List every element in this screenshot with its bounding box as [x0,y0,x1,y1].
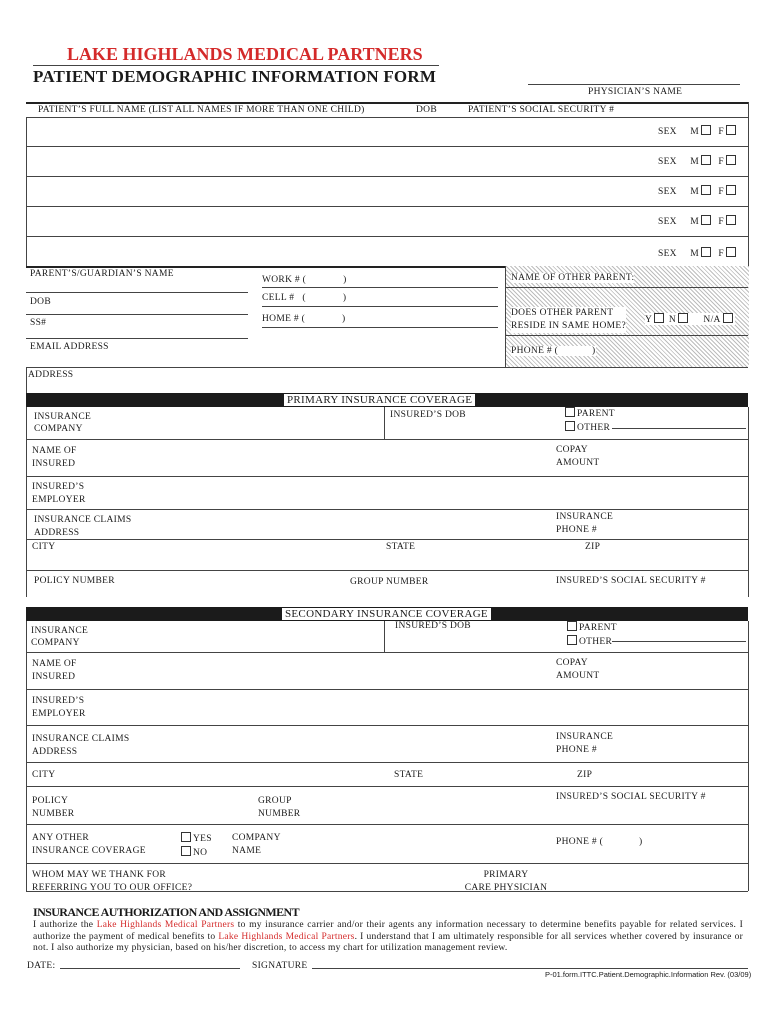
practice-name: LAKE HIGHLANDS MEDICAL PARTNERS [67,44,423,64]
company-name-label [232,832,281,858]
parent-label: PARENT [577,409,615,419]
signature-label: SIGNATURE [252,961,308,971]
label-line: INSURANCE CLAIMS [32,734,130,744]
secondary-row-rule [26,689,748,690]
cell-label: CELL # [262,293,295,303]
primary-name-label [32,445,77,471]
patient-row-rule [26,146,748,147]
practice-name-inline: Lake Highlands Medical Partners [96,920,235,930]
form-footer: P-01.form.ITTC.Patient.Demographic.Information Rev. (03/09) [545,970,752,979]
patient-row-rule [26,236,748,237]
patient-row-rule [26,206,748,207]
patients-header-rule [26,117,748,118]
secondary-relationship[interactable] [565,621,617,649]
secondary-row-rule [26,762,748,763]
na-label: N/A [703,315,721,325]
reside-options[interactable] [645,313,735,325]
secondary-zip-label: ZIP [577,770,593,780]
sex-female-checkbox[interactable] [726,185,736,195]
patient-row-5[interactable] [658,247,738,259]
sex-female-checkbox[interactable] [726,125,736,135]
patient-row-2[interactable] [658,155,738,167]
label-line: AMOUNT [556,671,600,681]
sex-label: SEX [658,217,677,227]
date-line[interactable] [60,968,240,969]
primary-copay-label [556,444,600,470]
physician-name-line[interactable] [528,84,740,85]
male-label: M [690,157,699,167]
address-label: ADDRESS [28,370,74,380]
label-line: INSURED [32,672,76,682]
female-label: F [718,187,724,197]
reside-na-checkbox[interactable] [723,313,733,323]
any-other-coverage-label [32,832,146,858]
patient-dob-header: DOB [416,105,437,115]
secondary-claims-label [32,733,129,759]
patient-row-rule [26,176,748,177]
primary-right-rule [748,407,749,597]
secondary-row-rule [26,786,748,787]
sex-male-checkbox[interactable] [701,155,711,165]
phone-label: PHONE # ( [556,837,604,847]
primary-employer-label [32,481,86,507]
label-line: ADDRESS [32,747,78,757]
coverage-yes-checkbox[interactable] [181,832,191,842]
label-line: COPAY [556,445,588,455]
home-label: HOME # ( [262,314,306,324]
primary-zip-label: ZIP [585,542,601,552]
female-label: F [718,249,724,259]
patient-row-3[interactable] [658,185,738,197]
sex-female-checkbox[interactable] [726,155,736,165]
secondary-right-rule [748,621,749,891]
primary-policy-label: POLICY NUMBER [34,576,115,586]
label-line: COMPANY [31,638,80,648]
form-title: PATIENT DEMOGRAPHIC INFORMATION FORM [33,67,437,86]
sex-label: SEX [658,127,677,137]
guardian-ss-line[interactable] [26,338,248,339]
primary-insured-dob-label: INSURED’S DOB [390,410,466,420]
reside-line-1: DOES OTHER PARENT [511,308,614,318]
secondary-left-rule [26,621,27,891]
label-line: NUMBER [258,809,301,819]
primary-parent-checkbox[interactable] [565,407,575,417]
secondary-row-rule [26,652,748,653]
phone-label: PHONE # ( [511,346,559,356]
authorization-heading: INSURANCE AUTHORIZATION AND ASSIGNMENT [33,905,300,919]
guardian-bottom-rule [26,367,748,368]
secondary-row-rule [26,824,748,825]
secondary-dob-divider [384,621,385,653]
home-phone-line[interactable] [262,327,498,328]
secondary-insurance-bar [26,607,748,621]
label-line: INSURANCE [556,512,614,522]
primary-company-label [34,411,91,435]
any-other-coverage-options[interactable] [179,832,212,860]
paren-close: ) [342,293,347,303]
reside-no-checkbox[interactable] [678,313,688,323]
reside-yes-checkbox[interactable] [654,313,664,323]
paren-open: ( [302,293,306,303]
other-parent-name-line[interactable] [505,287,748,288]
sex-female-checkbox[interactable] [726,247,736,257]
guardian-dob-label: DOB [30,297,51,307]
label-line: CARE PHYSICIAN [464,883,548,893]
male-label: M [690,127,699,137]
secondary-other-phone-label [556,837,643,847]
patient-name-header: PATIENT’S FULL NAME (LIST ALL NAMES IF MORE THAN ONE CHILD) [38,105,365,115]
label-line: POLICY [32,796,69,806]
label-line: INSURED’S [32,696,85,706]
primary-state-label: STATE [386,542,416,552]
label-line: NAME OF [32,659,77,669]
primary-row-rule [26,509,748,510]
male-label: M [690,249,699,259]
sex-male-checkbox[interactable] [701,125,711,135]
primary-row-rule [26,570,748,571]
label-line: WHOM MAY WE THANK FOR [32,870,167,880]
practice-name-inline: Lake Highlands Medical Partners [218,931,355,942]
guardian-ss-label: SS# [30,318,47,328]
label-line: EMPLOYER [32,495,86,505]
secondary-ssn-label: INSURED’S SOCIAL SECURITY # [556,792,706,802]
coverage-no-checkbox[interactable] [181,846,191,856]
label-line: INSURED [32,459,76,469]
primary-relationship[interactable] [563,407,615,435]
work-phone-line[interactable] [262,287,498,288]
label-line: NAME OF [32,446,77,456]
work-phone-label [262,275,347,285]
secondary-state-label: STATE [394,770,424,780]
reside-line-2: RESIDE IN SAME HOME? [511,321,626,331]
cell-phone-label [262,293,346,303]
secondary-row-rule [26,725,748,726]
no-label: N [668,315,677,325]
label-line: ANY OTHER [32,833,89,843]
work-label: WORK # ( [262,275,307,285]
primary-claims-label [34,514,131,540]
primary-other-checkbox[interactable] [565,421,575,431]
secondary-bottom-rule [26,891,748,892]
label-line: PHONE # [556,525,597,535]
patient-row-4[interactable] [658,215,738,227]
label-line: COMPANY [232,833,281,843]
primary-ssn-label: INSURED’S SOCIAL SECURITY # [556,576,706,586]
signature-line[interactable] [312,968,748,969]
label-line: INSURANCE [34,412,92,422]
primary-row-rule [26,439,748,440]
primary-other-line[interactable] [612,428,746,429]
address-left-rule [26,367,27,393]
secondary-insured-dob-label: INSURED’S DOB [395,621,471,631]
sex-label: SEX [658,249,677,259]
label-line: NAME [232,846,262,856]
secondary-name-label [32,658,77,684]
label-line: NUMBER [32,809,75,819]
header-rule [33,65,439,66]
home-phone-label [262,314,346,324]
secondary-policy-label [32,795,74,821]
paren-close: ) [592,346,596,356]
cell-phone-line[interactable] [262,306,498,307]
sex-male-checkbox[interactable] [701,185,711,195]
male-label: M [690,217,699,227]
parent-label: PARENT [579,623,617,633]
primary-city-label: CITY [32,542,56,552]
sex-male-checkbox[interactable] [701,215,711,225]
secondary-employer-label [32,695,86,721]
secondary-group-label [258,795,300,821]
primary-dob-divider [384,407,385,439]
label-line: COPAY [556,658,588,668]
label-line: EMPLOYER [32,709,86,719]
no-label: NO [193,848,208,858]
label-line: ADDRESS [34,528,80,538]
label-line: AMOUNT [556,458,600,468]
patients-left-rule [26,117,27,266]
sex-female-checkbox[interactable] [726,215,736,225]
reside-rule [505,335,748,336]
other-parent-phone-label [511,346,596,356]
primary-phone-label [556,511,613,537]
label-line: REFERRING YOU TO OUR OFFICE? [32,883,193,893]
authorization-text [33,920,743,955]
label-line: INSURANCE [556,732,614,742]
secondary-row-rule [26,863,748,864]
guardian-name-line[interactable] [26,292,248,293]
guardian-name-label: PARENT’S/GUARDIAN’S NAME [30,269,174,279]
paren-close: ) [342,314,346,324]
guardian-email-label: EMAIL ADDRESS [30,342,109,352]
primary-insurance-heading: PRIMARY INSURANCE COVERAGE [284,394,475,406]
yes-label: Y [645,315,653,325]
other-parent-name-label: NAME OF OTHER PARENT: [511,273,635,283]
sex-male-checkbox[interactable] [701,247,711,257]
label-line: INSURANCE [31,626,89,636]
auth-text-part: . I understand that I am ultimately responsible for all services whether covered by insurance or not. I also authorize my physician, based on his/her discretion, to access my chart for utilization management review. [33,931,743,953]
patients-top-rule [26,102,748,104]
secondary-insurance-heading: SECONDARY INSURANCE COVERAGE [282,608,491,620]
label-line: GROUP [258,796,292,806]
other-label: OTHER [579,637,613,647]
primary-left-rule [26,407,27,597]
primary-row-rule [26,539,748,540]
primary-insurance-bar [26,393,748,407]
secondary-company-label [31,625,88,649]
other-label: OTHER [577,423,611,433]
paren-close: ) [639,837,643,847]
male-label: M [690,187,699,197]
yes-label: YES [193,834,212,844]
label-line: PRIMARY [483,870,529,880]
physician-name-label: PHYSICIAN’S NAME [588,87,683,97]
label-line: PHONE # [556,745,597,755]
sex-label: SEX [658,157,677,167]
label-line: INSURED’S [32,482,85,492]
female-label: F [718,157,724,167]
secondary-parent-checkbox[interactable] [567,621,577,631]
secondary-phone-label [556,731,613,757]
guardian-dob-line[interactable] [26,314,248,315]
label-line: INSURANCE COVERAGE [32,846,146,856]
label-line: INSURANCE CLAIMS [34,515,132,525]
secondary-other-checkbox[interactable] [567,635,577,645]
date-label: DATE: [27,961,56,971]
other-parent-reside-label [511,307,626,333]
primary-group-label: GROUP NUMBER [350,577,429,587]
primary-row-rule [26,476,748,477]
auth-text-part: I authorize the [33,920,97,930]
secondary-copay-label [556,657,600,683]
secondary-other-line[interactable] [612,641,746,642]
auth-text-part: to my insurance carrier and/or their agents any information necessary to determine benefits payable for related services. I authorize the payment of medical benefits to [33,920,743,942]
sex-label: SEX [658,187,677,197]
secondary-city-label: CITY [32,770,56,780]
patient-row-1[interactable] [658,125,738,137]
female-label: F [718,127,724,137]
paren-close: ) [343,275,347,285]
female-label: F [718,217,724,227]
patient-ssn-header: PATIENT’S SOCIAL SECURITY # [468,105,615,115]
label-line: COMPANY [34,424,83,434]
